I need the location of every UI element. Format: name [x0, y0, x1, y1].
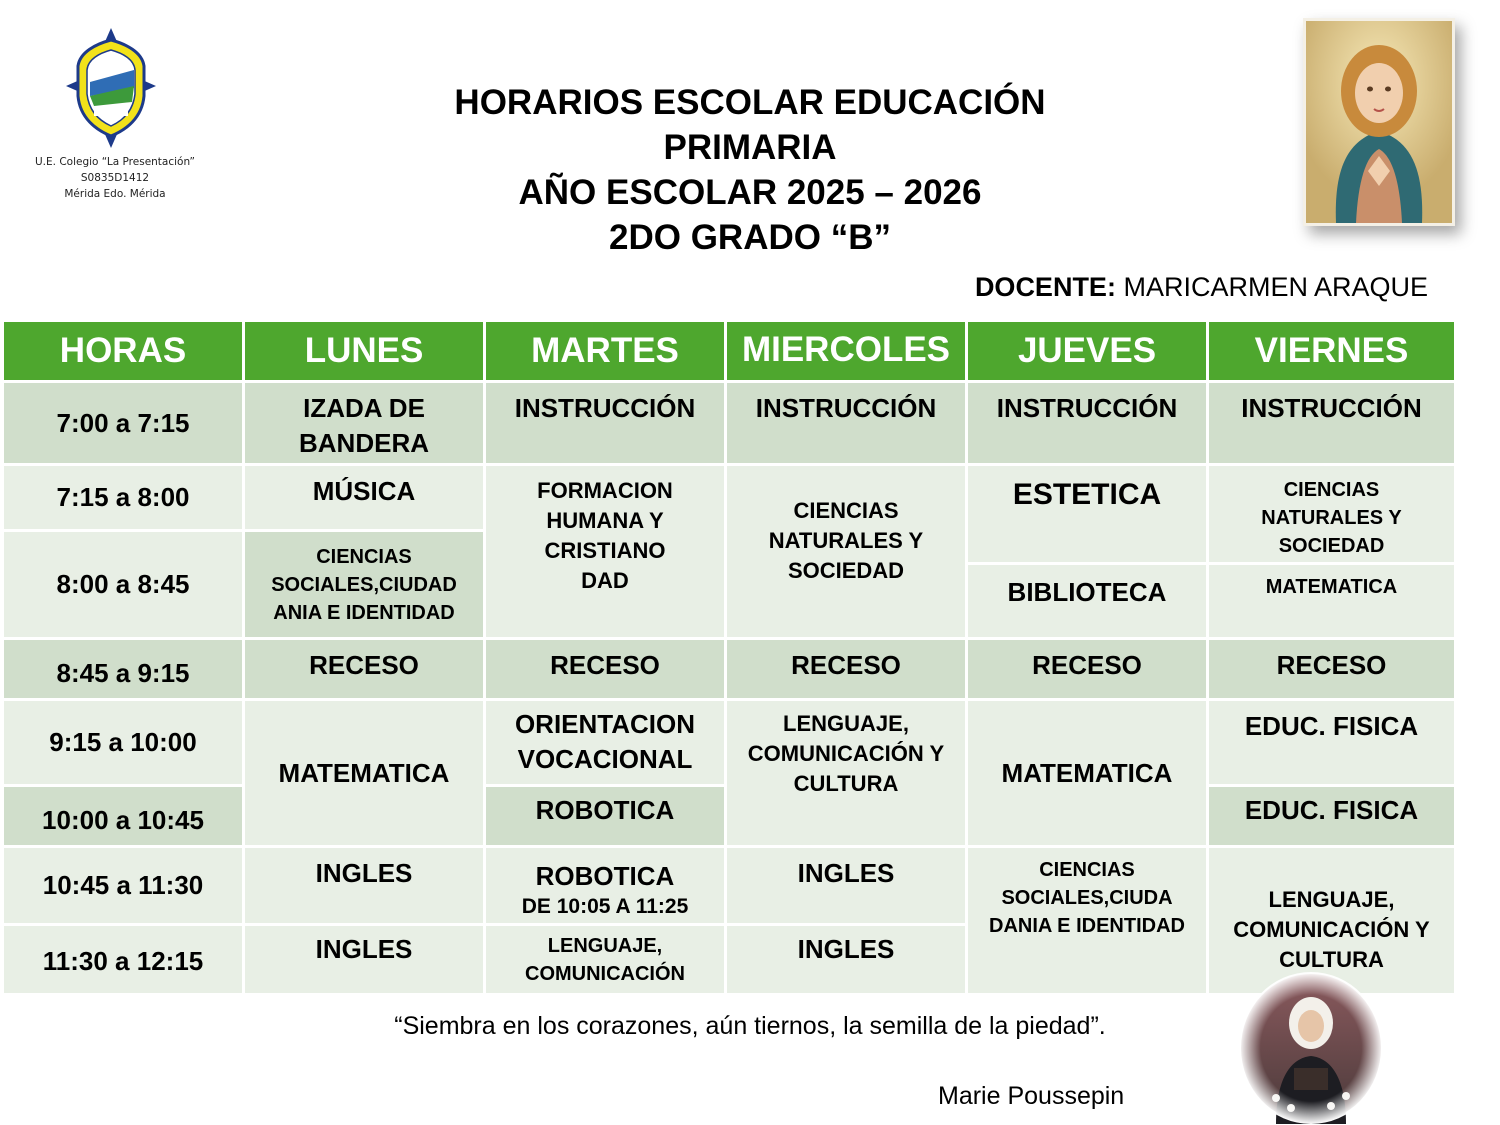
header-viernes: VIERNES [1209, 322, 1454, 383]
header-lunes: LUNES [245, 322, 486, 383]
title-line-4: 2DO GRADO “B” [609, 218, 891, 257]
jueves-biblioteca: BIBLIOTECA [968, 565, 1209, 640]
time-slot: 8:00 a 8:45 [4, 532, 245, 640]
school-location: Mérida Edo. Mérida [64, 188, 166, 200]
cell-text: CIENCIAS NATURALES Y SOCIEDAD [1261, 479, 1402, 557]
miercoles-lenguaje [727, 701, 968, 848]
cell-text: ORIENTACION VOCACIONAL [514, 709, 696, 774]
time-slot: 10:00 a 10:45 [4, 787, 245, 848]
footer-quote: “Siembra en los corazones, aún tiernos, la semilla de la piedad”. [394, 1012, 1106, 1040]
school-code: S0835D1412 [80, 172, 150, 184]
martes-robotica-1: ROBOTICA [486, 787, 727, 848]
martes-receso: RECESO [486, 640, 727, 701]
time-slot: 9:15 a 10:00 [4, 701, 245, 787]
viernes-matematica: MATEMATICA [1209, 565, 1454, 640]
cell-text: FORMACION HUMANA Y CRISTIANO DAD [537, 478, 673, 593]
lunes-ingles-1: INGLES [245, 848, 486, 926]
jueves-ciencias-sociales [968, 848, 1209, 996]
martes-formacion-humana [486, 466, 727, 640]
martes-lenguaje [486, 926, 727, 996]
time-slot: 8:45 a 9:15 [4, 640, 245, 701]
time-slot: 11:30 a 12:15 [4, 926, 245, 996]
lunes-izada-bandera [245, 383, 486, 466]
time-slot: 7:00 a 7:15 [4, 383, 245, 466]
miercoles-ciencias-naturales [727, 466, 968, 640]
oval-portrait-image [1236, 968, 1386, 1124]
time-slot: 10:45 a 11:30 [4, 848, 245, 926]
cell-text: CIENCIAS NATURALES Y SOCIEDAD [768, 497, 924, 583]
viernes-educ-fisica-1: EDUC. FISICA [1209, 701, 1454, 787]
header-jueves: JUEVES [968, 322, 1209, 383]
martes-instruccion: INSTRUCCIÓN [486, 383, 727, 466]
miercoles-ingles-2: INGLES [727, 926, 968, 996]
viernes-educ-fisica-2: EDUC. FISICA [1209, 787, 1454, 848]
jueves-matematica: MATEMATICA [968, 701, 1209, 848]
cell-text: IZADA DE BANDERA [299, 393, 429, 458]
school-info [20, 154, 210, 202]
header-martes: MARTES [486, 322, 727, 383]
lunes-receso: RECESO [245, 640, 486, 701]
lunes-ingles-2: INGLES [245, 926, 486, 996]
martes-robotica-2 [486, 848, 727, 926]
viernes-instruccion: INSTRUCCIÓN [1209, 383, 1454, 466]
cell-note: DE 10:05 A 11:25 [521, 895, 689, 918]
cell-text: CIENCIAS SOCIALES,CIUDA DANIA E IDENTIDAD [989, 859, 1185, 937]
school-name: U.E. Colegio “La Presentación” [34, 156, 195, 168]
jueves-instruccion: INSTRUCCIÓN [968, 383, 1209, 466]
header-horas: HORAS [4, 322, 245, 383]
cell-text: CIENCIAS SOCIALES,CIUDAD ANIA E IDENTIDAD [271, 545, 457, 624]
miercoles-ingles-1: INGLES [727, 848, 968, 926]
lunes-musica: MÚSICA [245, 466, 486, 532]
cell-text: LENGUAJE, COMUNICACIÓN Y CULTURA [1233, 886, 1430, 972]
portrait-image [1303, 18, 1455, 226]
cell-text: LENGUAJE, COMUNICACIÓN [525, 935, 685, 985]
title-line-3: AÑO ESCOLAR 2025 – 2026 [518, 173, 982, 212]
time-slot: 7:15 a 8:00 [4, 466, 245, 532]
viernes-ciencias-naturales [1209, 466, 1454, 565]
miercoles-instruccion: INSTRUCCIÓN [727, 383, 968, 466]
miercoles-receso: RECESO [727, 640, 968, 701]
title-line-1: HORARIOS ESCOLAR EDUCACIÓN [454, 83, 1046, 122]
viernes-receso: RECESO [1209, 640, 1454, 701]
teacher-name: MARICARMEN ARAQUE [1123, 272, 1428, 302]
lunes-matematica: MATEMATICA [245, 701, 486, 848]
quote-author: Marie Poussepin [938, 1082, 1125, 1110]
jueves-estetica: ESTETICA [968, 466, 1209, 565]
cell-text: ROBOTICA [535, 861, 675, 891]
title-line-2: PRIMARIA [663, 128, 837, 167]
teacher-label: DOCENTE: [974, 272, 1116, 302]
teacher-line [900, 272, 1428, 303]
school-logo [64, 26, 158, 150]
schedule-table [4, 322, 1454, 996]
martes-orientacion-vocacional [486, 701, 727, 787]
header-miercoles: MIERCOLES [727, 322, 968, 383]
cell-text: LENGUAJE, COMUNICACIÓN Y CULTURA [747, 711, 945, 796]
page-title [370, 80, 1130, 260]
lunes-ciencias-sociales [245, 532, 486, 640]
jueves-receso: RECESO [968, 640, 1209, 701]
